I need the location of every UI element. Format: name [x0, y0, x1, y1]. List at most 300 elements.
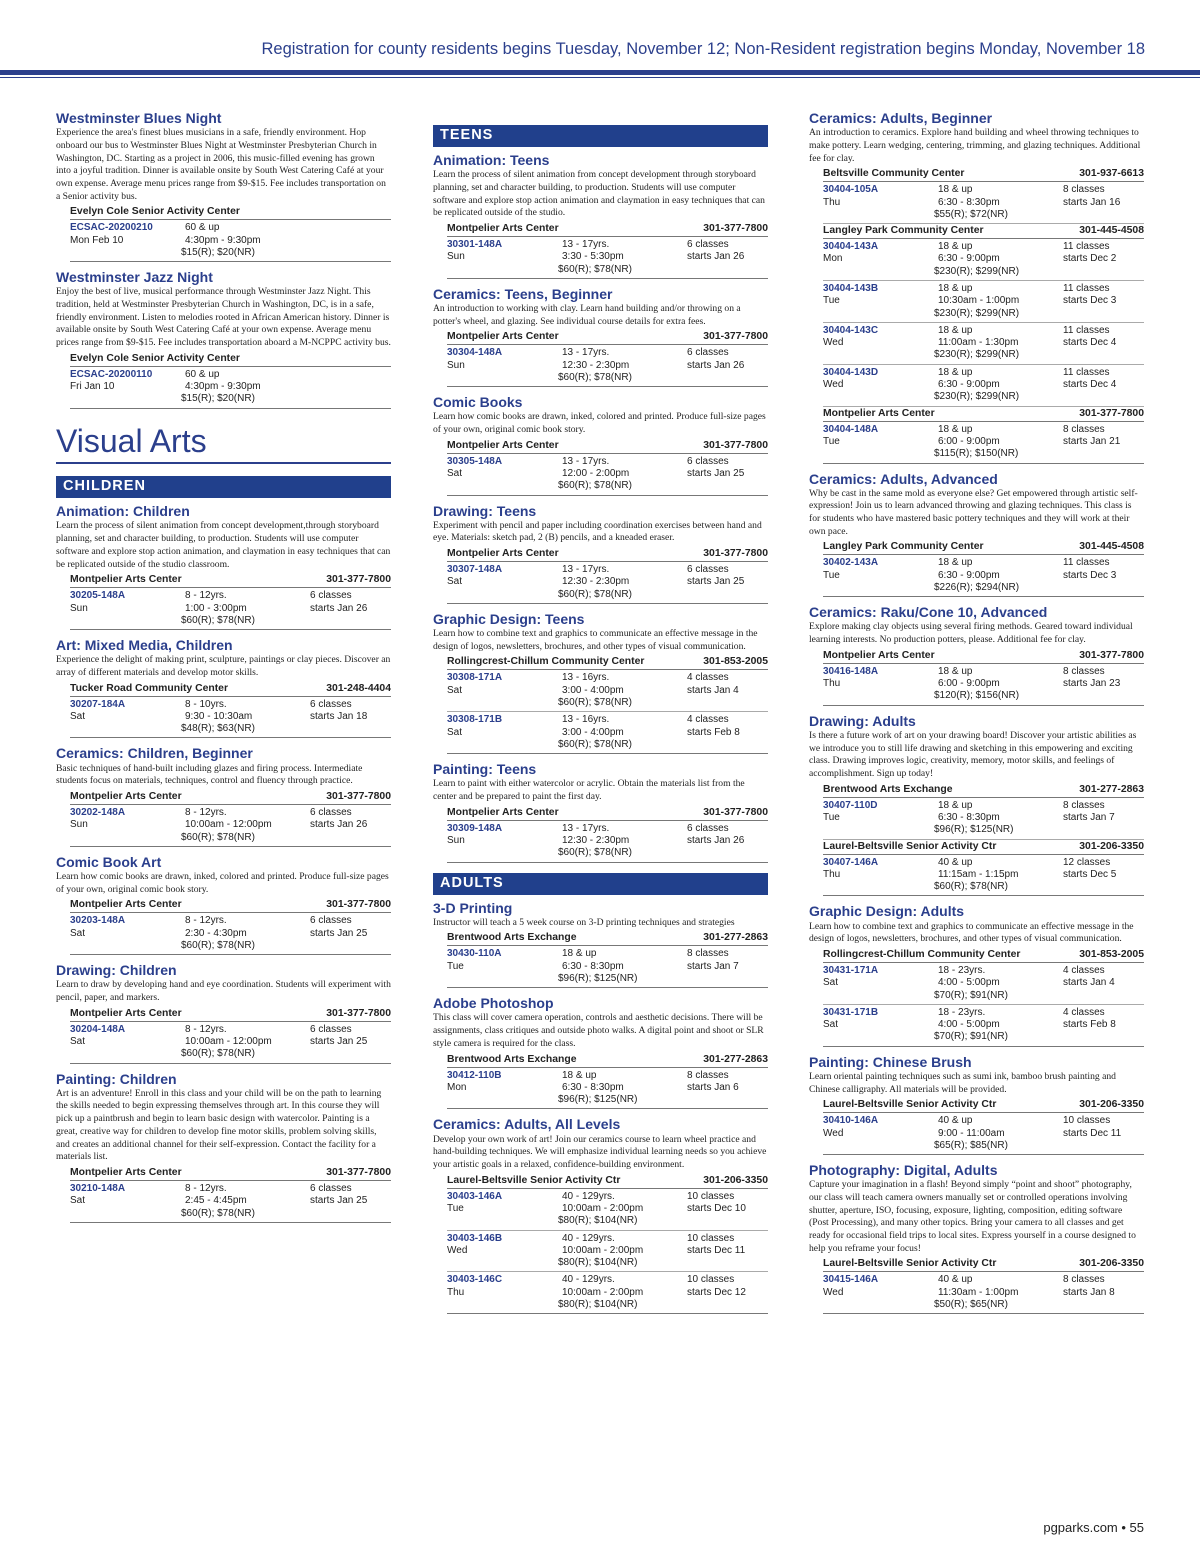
session-fee: $60(R); $78(NR) — [558, 588, 632, 600]
location-header — [823, 407, 1144, 422]
location-header — [70, 205, 391, 220]
course-code-link[interactable]: 30204-148A — [70, 1023, 126, 1035]
course-description: Learn to draw by developing hand and eye coordination. Students will experiment with pencil, paper, and markers. — [56, 979, 391, 1004]
course-code-link[interactable]: 30304-148A — [447, 347, 503, 359]
session-day: Thu — [823, 678, 841, 690]
session-start: starts Dec 4 — [1063, 337, 1117, 349]
session-day: Thu — [823, 196, 841, 208]
session-classes: 10 classes — [687, 1274, 735, 1286]
session-time: 3:30 - 5:30pm — [562, 251, 624, 263]
course-code-link[interactable]: 30430-110A — [447, 948, 502, 960]
session-start: starts Dec 2 — [1063, 253, 1117, 265]
session-age: 40 - 129yrs. — [562, 1274, 615, 1286]
course-title: Westminster Jazz Night — [56, 269, 213, 286]
location-header — [823, 840, 1144, 855]
session-time: 12:30 - 2:30pm — [562, 835, 630, 847]
session-classes: 8 classes — [687, 1069, 729, 1081]
session-age: 8 - 12yrs. — [185, 1182, 227, 1194]
course-block — [56, 269, 391, 409]
session-age-time — [938, 367, 1063, 392]
session-classes-start — [687, 1070, 768, 1095]
session-age-time — [185, 1183, 310, 1208]
session-age-time — [562, 239, 687, 264]
course-code-link[interactable]: 30207-184A — [70, 698, 126, 710]
column-left — [56, 110, 391, 1230]
location-phone: 301-377-7800 — [326, 790, 391, 802]
location-name: Brentwood Arts Exchange — [447, 1053, 577, 1065]
session-day: Wed — [823, 1127, 844, 1139]
session-age-time — [185, 222, 310, 247]
session-code-day — [823, 184, 938, 209]
location-name: Montpelier Arts Center — [70, 899, 182, 911]
session-classes-start — [310, 1183, 391, 1208]
session-start: starts Jan 23 — [1063, 678, 1121, 690]
course-code-link[interactable]: 30404-143B — [823, 282, 879, 294]
course-description: Basic techniques of hand-built including glazes and firing process. Intermediate students focus on materials, techniques, control and fluency through practice. — [56, 762, 363, 787]
session-day: Tue — [447, 1202, 464, 1214]
session-code-day — [447, 948, 562, 973]
course-code-link[interactable]: 30415-146A — [823, 1274, 879, 1286]
session-start: starts Jan 6 — [687, 1081, 739, 1093]
session-age-time — [562, 823, 687, 848]
session-row — [70, 1181, 391, 1223]
session-start: starts Jan 25 — [310, 1036, 368, 1048]
course-code-link[interactable]: 30410-146A — [823, 1115, 879, 1127]
course-title: Animation: Teens — [433, 152, 550, 168]
location-phone: 301-248-4404 — [326, 682, 391, 694]
course-block — [809, 110, 1144, 464]
session-day: Sat — [447, 684, 463, 696]
course-code-link[interactable]: 30404-105A — [823, 184, 879, 196]
session-start: starts Dec 11 — [687, 1244, 746, 1256]
session-fee: $60(R); $78(NR) — [181, 1048, 255, 1060]
course-code-link[interactable]: 30407-146A — [823, 856, 879, 868]
session-fee: $80(R); $104(NR) — [558, 1257, 638, 1269]
course-code-link[interactable]: 30407-110D — [823, 799, 878, 811]
session-classes-start — [687, 948, 768, 973]
course-description: Develop your own work of art! Join our ceramics course to learn wheel practice and hand-building techniques. We will emphasize individual learning needs so you achieve your artistic goals in a relaxed, confidence-building environment. — [433, 1133, 767, 1170]
location-header — [70, 352, 391, 367]
session-fee: $15(R); $20(NR) — [181, 393, 255, 405]
course-description: Experience the delight of making print, sculpture, paintings or clay pieces. Discover an array of different materials and develop motor skills. — [56, 654, 391, 678]
session-code-day — [70, 807, 185, 832]
course-code-link[interactable]: 30307-148A — [447, 564, 503, 576]
session-row — [823, 555, 1144, 597]
session-age-time — [185, 915, 310, 940]
session-fee: $60(R); $78(NR) — [558, 847, 632, 859]
course-code-link[interactable]: 30431-171B — [823, 1006, 879, 1018]
course-description: An introduction to working with clay. Learn hand building and/or throwing on a potter's wheel, and glazing. See individual course details for extra fees. — [433, 302, 741, 327]
course-code-link[interactable]: ECSAC-20200210 — [70, 222, 153, 234]
session-row — [70, 805, 391, 847]
course-block — [56, 110, 391, 262]
session-classes-start — [1063, 241, 1144, 266]
session-fee: $230(R); $299(NR) — [934, 307, 1020, 319]
course-title: Art: Mixed Media, Children — [56, 637, 233, 654]
session-day: Thu — [823, 868, 841, 880]
session-code-day — [823, 557, 938, 582]
course-description: Experiment with pencil and paper including coordination exercises between hand and eye. Materials: sketch pad, 2 (B) pencils, and a kneaded eraser. — [433, 519, 762, 544]
session-row — [823, 422, 1144, 464]
course-code-link[interactable]: 30403-146C — [447, 1274, 503, 1286]
location-name: Brentwood Arts Exchange — [823, 783, 953, 795]
course-block — [433, 286, 768, 387]
session-age: 18 & up — [938, 324, 973, 336]
session-age-time — [938, 800, 1063, 825]
session-code-day — [70, 915, 185, 940]
session-age-time — [562, 1233, 687, 1258]
location-header — [447, 931, 768, 946]
course-code-link[interactable]: 30404-143D — [823, 366, 879, 378]
session-code-day — [823, 241, 938, 266]
session-time: 11:30am - 1:00pm — [938, 1286, 1019, 1298]
session-time: 9:30 - 10:30am — [185, 710, 253, 722]
session-day: Thu — [447, 1286, 465, 1298]
session-row — [70, 220, 391, 262]
session-fee: $96(R); $125(NR) — [558, 1094, 638, 1106]
location-name: Rollingcrest-Chillum Community Center — [823, 948, 1021, 960]
session-day: Wed — [823, 1286, 844, 1298]
session-classes: 11 classes — [1063, 241, 1110, 253]
session-age-time — [562, 1274, 687, 1299]
location-name: Montpelier Arts Center — [70, 574, 182, 586]
course-block — [433, 611, 768, 754]
course-code-link[interactable]: 30402-143A — [823, 557, 879, 569]
course-code-link[interactable]: 30210-148A — [70, 1182, 126, 1194]
session-day: Sat — [70, 1195, 86, 1207]
location-phone: 301-853-2005 — [703, 656, 768, 668]
session-row — [447, 345, 768, 387]
session-row — [823, 323, 1144, 365]
location-header — [70, 790, 391, 805]
course-code-link[interactable]: 30308-171B — [447, 714, 503, 726]
location-phone: 301-377-7800 — [703, 439, 768, 451]
course-description: Learn how comic books are drawn, inked, colored and printed. Produce full-size pages of your own, original comic book story. — [433, 411, 766, 435]
session-fee: $80(R); $104(NR) — [558, 1299, 638, 1310]
location-phone: 301-206-3350 — [1079, 840, 1144, 852]
location-name: Langley Park Community Center — [823, 225, 984, 237]
location-phone: 301-206-3350 — [1079, 1258, 1144, 1270]
session-classes: 6 classes — [687, 238, 729, 250]
session-age: 13 - 17yrs. — [562, 564, 610, 576]
course-description: Why be cast in the same mold as everyone else? Get empowered through artistic self-expression! Join us to learn advanced throwing and glazing techniques. This class is for students who have mastered basic pottery techniques and they will work at their own pace. — [809, 487, 1138, 537]
session-age-time — [562, 672, 687, 697]
session-age: 13 - 17yrs. — [562, 822, 610, 834]
session-fee: $230(R); $299(NR) — [934, 349, 1020, 361]
course-code-link[interactable]: 30412-110B — [447, 1069, 502, 1081]
location-phone: 301-377-7800 — [326, 574, 391, 586]
course-description: Experience the area's finest blues musicians in a safe, friendly environment. Hop onboard our bus to Westminster Blues Night at Westminster Presbyterian Church in Washington, DC. Starting as a project in 2006, this music-filled evening has grown into a joyful tradition. Dinner is available onsite by South West Catering Café at your own expense. Average menu prices range from $9-$15. Fee includes transportation on a Senior activity bus. — [56, 127, 386, 202]
session-classes-start — [310, 222, 391, 247]
session-fee: $65(R); $85(NR) — [934, 1139, 1008, 1151]
session-age: 18 & up — [938, 557, 973, 569]
session-code-day — [70, 1183, 185, 1208]
session-age-time — [938, 283, 1063, 308]
session-fee: $60(R); $78(NR) — [558, 738, 632, 750]
session-classes-start — [687, 672, 768, 697]
session-classes-start — [687, 1233, 768, 1258]
session-day: Mon Feb 10 — [70, 234, 124, 246]
session-age: 18 & up — [938, 423, 973, 435]
session-classes-start — [1063, 184, 1144, 209]
session-start: starts Jan 26 — [310, 602, 368, 614]
session-classes: 10 classes — [687, 1190, 735, 1202]
session-start: starts Jan 25 — [687, 576, 745, 588]
session-code-day — [823, 1274, 938, 1299]
session-row — [823, 365, 1144, 407]
session-age: 40 & up — [938, 856, 973, 868]
session-age: 18 & up — [938, 799, 973, 811]
session-start: starts Dec 11 — [1063, 1127, 1122, 1139]
session-day: Mon — [823, 253, 843, 265]
session-code-day — [823, 800, 938, 825]
course-code-link[interactable]: 30404-143A — [823, 241, 879, 253]
session-classes: 4 classes — [687, 672, 729, 684]
session-row — [70, 697, 391, 739]
location-name: Brentwood Arts Exchange — [447, 932, 577, 944]
session-day: Sun — [447, 359, 465, 371]
session-time: 4:30pm - 9:30pm — [185, 381, 261, 393]
session-classes-start — [1063, 367, 1144, 392]
session-day: Sat — [447, 576, 463, 588]
course-code-link[interactable]: 30404-148A — [823, 423, 879, 435]
session-time: 1:00 - 3:00pm — [185, 602, 247, 614]
session-day: Sun — [447, 251, 465, 263]
session-start: starts Feb 8 — [1063, 1019, 1116, 1031]
location-name: Rollingcrest-Chillum Community Center — [447, 656, 645, 668]
session-age-time — [185, 1024, 310, 1049]
session-classes: 6 classes — [310, 915, 352, 927]
course-title: Painting: Children — [56, 1070, 177, 1087]
course-code-link[interactable]: 30416-148A — [823, 665, 879, 677]
location-phone: 301-445-4508 — [1079, 225, 1144, 237]
course-description: Learn how to combine text and graphics to communicate an effective message in the design of logos, newsletters, brochures, and other types of visual communication. — [809, 920, 1134, 945]
location-name: Evelyn Cole Senior Activity Center — [70, 352, 240, 364]
session-age-time — [562, 1070, 687, 1095]
session-time: 6:30 - 9:00pm — [938, 569, 1000, 581]
session-code-day — [447, 239, 562, 264]
session-day: Fri Jan 10 — [70, 381, 115, 393]
course-code-link[interactable]: 30301-148A — [447, 238, 503, 250]
session-code-day — [823, 857, 938, 882]
course-block — [56, 1071, 391, 1223]
location-phone: 301-377-7800 — [703, 222, 768, 234]
session-classes: 11 classes — [1063, 324, 1110, 336]
session-fee: $48(R); $63(NR) — [181, 723, 255, 735]
session-row — [447, 1272, 768, 1314]
course-description: Learn how to combine text and graphics to communicate an effective message in the design of logos, newsletters, brochures, and other types of visual communication. — [433, 628, 758, 652]
session-age: 18 & up — [938, 366, 973, 378]
column-middle — [433, 110, 768, 1321]
session-age-time — [562, 948, 687, 973]
session-fee: $120(R); $156(NR) — [934, 690, 1020, 702]
session-classes-start — [310, 807, 391, 832]
location-name: Langley Park Community Center — [823, 541, 984, 553]
session-row — [823, 281, 1144, 323]
location-phone: 301-377-7800 — [326, 899, 391, 911]
course-code-link[interactable]: 30309-148A — [447, 822, 503, 834]
session-code-day — [70, 1024, 185, 1049]
session-age-time — [938, 241, 1063, 266]
session-classes: 8 classes — [1063, 665, 1105, 677]
session-classes-start — [1063, 1274, 1144, 1299]
course-code-link[interactable]: 30403-146B — [447, 1232, 503, 1244]
session-age: 13 - 16yrs. — [562, 672, 610, 684]
session-age: 8 - 12yrs. — [185, 590, 227, 602]
session-classes: 6 classes — [310, 1023, 352, 1035]
course-block — [809, 1162, 1144, 1314]
session-classes: 8 classes — [1063, 799, 1105, 811]
session-start: starts Dec 4 — [1063, 379, 1117, 391]
session-age: 8 - 12yrs. — [185, 915, 227, 927]
session-classes: 11 classes — [1063, 282, 1110, 294]
session-age: 18 & up — [938, 282, 973, 294]
session-code-day — [447, 1191, 562, 1216]
session-time: 10:00am - 2:00pm — [562, 1286, 644, 1298]
session-row — [447, 454, 768, 496]
session-time: 11:15am - 1:15pm — [938, 868, 1019, 880]
session-time: 6:30 - 8:30pm — [562, 960, 624, 972]
course-description: Art is an adventure! Enroll in this class and your child will be on the path to learning the skills needed to begin expressing themselves through art. In this course they will pick up a paintbrush and begin to learn basic design with watercolor. Painting is a great, creative way for children to develop fine motor skills, problem solving skills, and creates an additional channel for their self-expression. Contact the facility for a materials list. — [56, 1087, 382, 1163]
session-time: 4:30pm - 9:30pm — [185, 234, 261, 246]
session-age-time — [562, 1191, 687, 1216]
course-code-link[interactable]: 30205-148A — [70, 590, 126, 602]
session-age: 18 & up — [562, 1069, 597, 1081]
session-time: 6:30 - 8:30pm — [938, 196, 1000, 208]
session-day: Sat — [70, 927, 86, 939]
location-header — [823, 1098, 1144, 1113]
session-code-day — [823, 666, 938, 691]
location-phone: 301-377-7800 — [703, 331, 768, 343]
session-time: 10:00am - 12:00pm — [185, 1036, 272, 1048]
session-classes: 6 classes — [687, 564, 729, 576]
session-time: 12:30 - 2:30pm — [562, 576, 630, 588]
session-fee: $96(R); $125(NR) — [934, 824, 1014, 836]
session-code-day — [447, 1233, 562, 1258]
session-start: starts Jan 25 — [310, 927, 368, 939]
session-row — [447, 821, 768, 863]
session-row — [823, 1113, 1144, 1155]
session-start: starts Dec 10 — [687, 1202, 746, 1214]
course-code-link[interactable]: 30403-146A — [447, 1190, 503, 1202]
location-header — [823, 1257, 1144, 1272]
location-header — [70, 1166, 391, 1181]
session-fee: $15(R); $20(NR) — [181, 246, 255, 258]
location-header — [823, 948, 1144, 963]
course-block — [433, 503, 768, 604]
session-time: 10:00am - 12:00pm — [185, 819, 272, 831]
course-title: Westminster Blues Night — [56, 110, 222, 126]
location-phone: 301-853-2005 — [1079, 948, 1144, 960]
session-time: 6:30 - 9:00pm — [938, 253, 1000, 265]
session-classes-start — [310, 915, 391, 940]
location-header — [823, 783, 1144, 798]
session-time: 2:45 - 4:45pm — [185, 1195, 247, 1207]
location-name: Laurel-Beltsville Senior Activity Ctr — [823, 1258, 997, 1270]
course-block — [809, 471, 1144, 598]
session-fee: $226(R); $294(NR) — [934, 582, 1020, 594]
session-code-day — [823, 1115, 938, 1140]
course-code-link[interactable]: 30431-171A — [823, 964, 879, 976]
session-classes: 6 classes — [310, 590, 352, 602]
session-start: starts Jan 26 — [310, 819, 368, 831]
course-title: Ceramics: Adults, Beginner — [809, 110, 993, 126]
session-age-time — [562, 347, 687, 372]
location-phone: 301-277-2863 — [1079, 783, 1144, 795]
session-code-day — [823, 424, 938, 449]
course-code-link[interactable]: 30305-148A — [447, 455, 503, 467]
session-classes: 11 classes — [1063, 557, 1110, 569]
location-phone: 301-206-3350 — [703, 1174, 768, 1186]
course-code-link[interactable]: 30202-148A — [70, 806, 126, 818]
header-rule — [0, 70, 1200, 75]
location-header — [70, 1007, 391, 1022]
session-classes-start — [687, 1274, 768, 1299]
course-code-link[interactable]: ECSAC-20200110 — [70, 368, 153, 380]
course-title: Photography: Digital, Adults — [809, 1162, 998, 1179]
session-row — [823, 664, 1144, 706]
course-code-link[interactable]: 30308-171A — [447, 672, 503, 684]
location-name: Montpelier Arts Center — [70, 790, 182, 802]
session-classes-start — [1063, 325, 1144, 350]
session-fee: $230(R); $299(NR) — [934, 265, 1020, 277]
course-description: Capture your imagination in a flash! Beyond simply “point and shoot” photography, our class will teach camera owners manually set or controlled operations involving shutter, aperture, ISO, focusing, exposure, lighting, composition, editing software (Post Processing), and many other topics. Bring your camera to all classes and get ready for occasional field trips to local sites. Express yourself in a course designed to help you reframe your focus! — [809, 1179, 1136, 1254]
session-start: starts Feb 8 — [687, 726, 740, 738]
session-age: 40 & up — [938, 1115, 973, 1127]
session-day: Wed — [823, 379, 844, 391]
session-time: 6:30 - 8:30pm — [938, 811, 1000, 823]
course-block — [433, 152, 768, 279]
location-phone: 301-377-7800 — [326, 1007, 391, 1019]
session-age: 8 - 12yrs. — [185, 806, 227, 818]
location-header — [823, 649, 1144, 664]
session-start: starts Jan 25 — [310, 1195, 368, 1207]
session-fee: $60(R); $78(NR) — [558, 697, 632, 709]
session-classes: 10 classes — [1063, 1115, 1111, 1127]
course-block — [56, 745, 391, 846]
session-age-time — [185, 369, 310, 394]
course-title: Ceramics: Adults, Advanced — [809, 470, 998, 487]
session-age-time — [938, 666, 1063, 691]
location-header — [447, 1174, 768, 1189]
session-classes: 8 classes — [1063, 1274, 1105, 1286]
session-row — [70, 913, 391, 955]
session-classes: 10 classes — [687, 1232, 735, 1244]
location-phone: 301-937-6613 — [1079, 168, 1144, 180]
session-classes: 8 classes — [687, 948, 729, 960]
course-description: An introduction to ceramics. Explore hand building and wheel throwing techniques to make pottery. Learn wedging, centering, trimming, and glazing techniques. Additional fee for clay. — [809, 127, 1141, 164]
session-classes-start — [310, 1024, 391, 1049]
session-start: starts Dec 5 — [1063, 868, 1117, 880]
course-title: Painting: Chinese Brush — [809, 1053, 972, 1070]
course-description: Is there a future work of art on your drawing board! Discover your artistic abilities as we introduce you to still life drawing and sketching in this empowering and exciting class. Drawing improves logic, creativity, memory, motor skills, and feelings of accomplishment. Sign up today! — [809, 729, 1137, 779]
course-code-link[interactable]: 30203-148A — [70, 915, 126, 927]
session-age: 8 - 12yrs. — [185, 1023, 227, 1035]
session-classes-start — [1063, 1007, 1144, 1032]
session-classes: 4 classes — [1063, 1006, 1105, 1018]
course-title: Ceramics: Raku/Cone 10, Advanced — [809, 604, 1048, 621]
session-code-day — [823, 283, 938, 308]
location-phone: 301-277-2863 — [703, 1053, 768, 1065]
band-teens: TEENS — [433, 125, 768, 147]
session-classes-start — [687, 347, 768, 372]
registration-banner: Registration for county residents begins Tuesday, November 12; Non-Resident registration begins Monday, November 18 — [261, 40, 1145, 58]
session-fee: $60(R); $78(NR) — [558, 263, 632, 275]
course-code-link[interactable]: 30404-143C — [823, 324, 879, 336]
session-start: starts Jan 26 — [687, 251, 745, 263]
session-classes: 8 classes — [1063, 423, 1105, 435]
session-start: starts Jan 8 — [1063, 1286, 1115, 1298]
